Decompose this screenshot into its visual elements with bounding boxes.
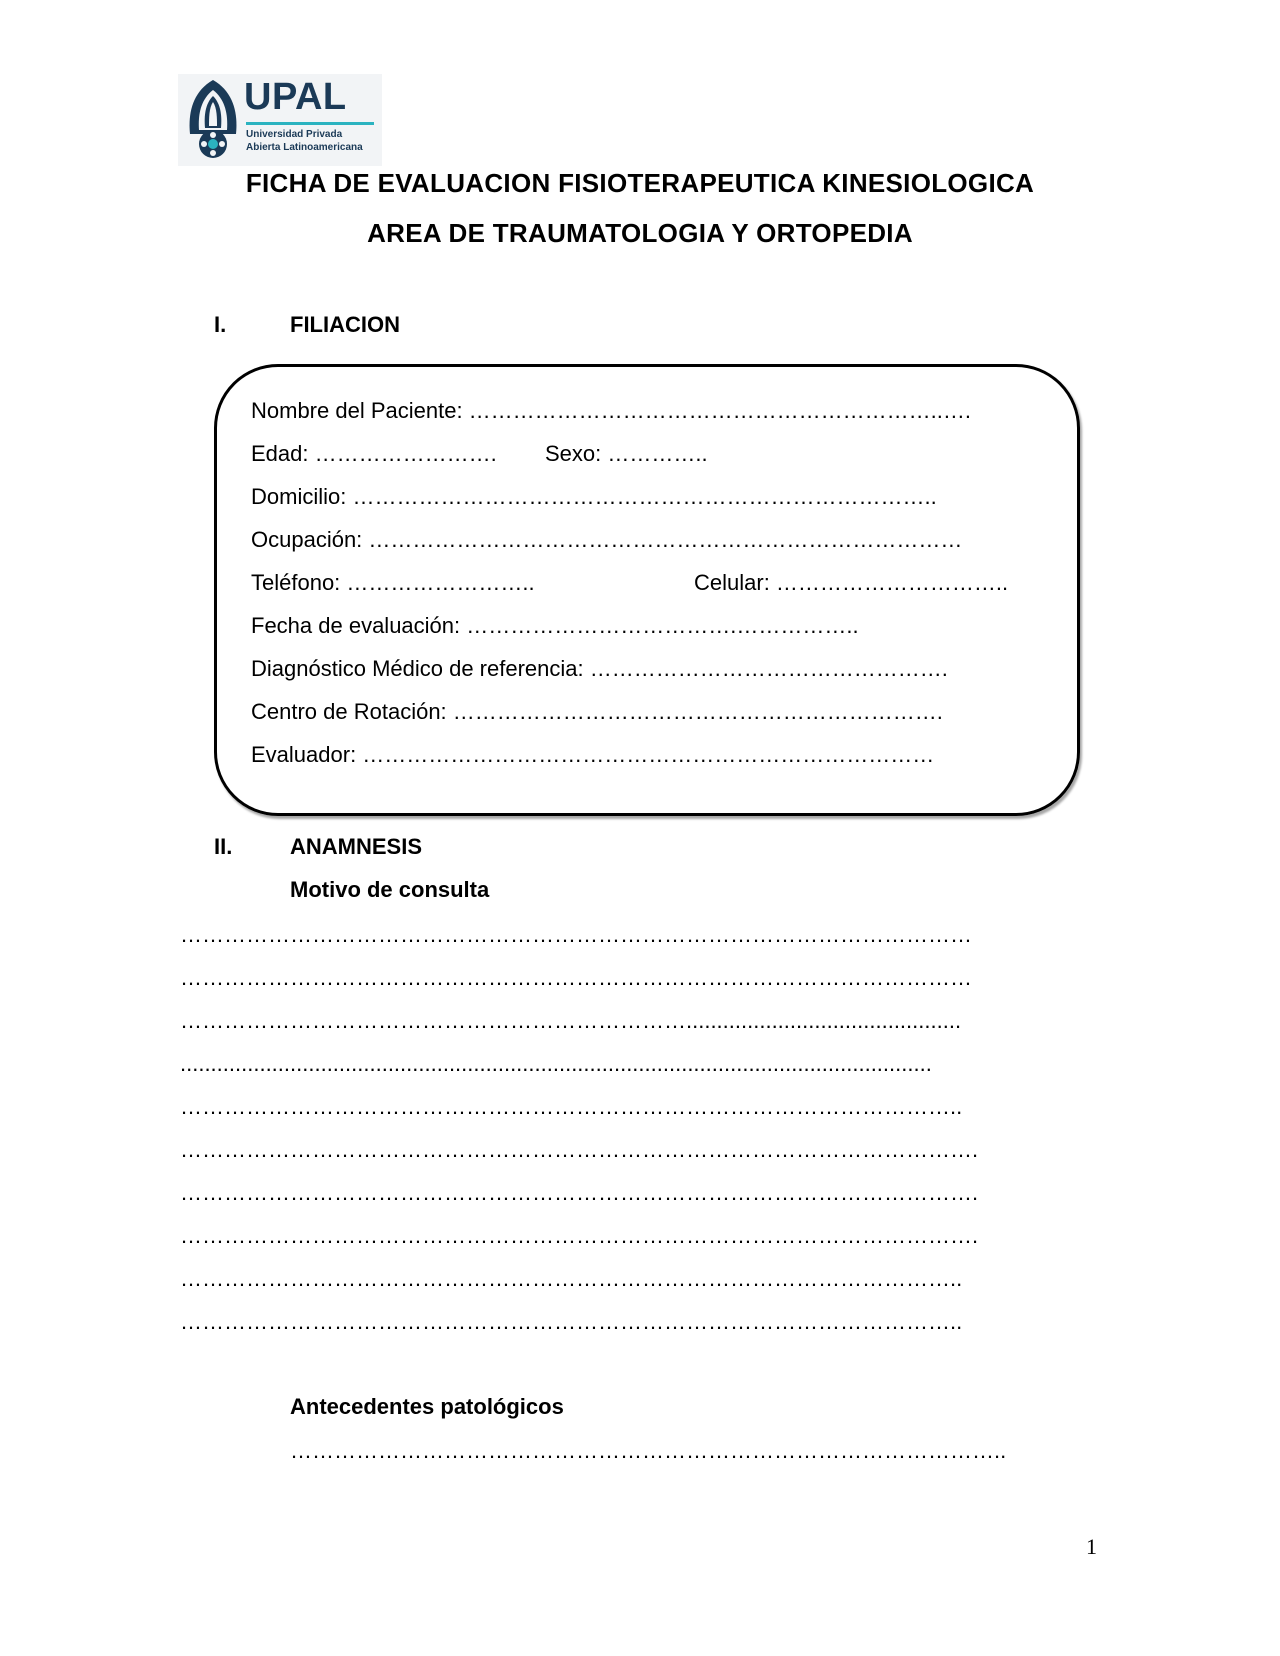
- section-2-number: II.: [214, 834, 233, 859]
- motivo-line-5[interactable]: ……………………………………………………………………………………………..: [180, 1094, 963, 1119]
- motivo-line-4[interactable]: ...........................................................................................................................: [180, 1051, 932, 1076]
- section-1-title: FILIACION: [290, 312, 400, 337]
- field-celular[interactable]: Celular: …………………………..: [694, 570, 1009, 595]
- field-sexo[interactable]: Sexo: …………..: [545, 441, 708, 466]
- motivo-line-6[interactable]: ……………………………………………………………………………………………….: [180, 1137, 979, 1162]
- upal-emblem-icon: [182, 78, 244, 162]
- antecedentes-heading: Antecedentes patológicos: [290, 1394, 564, 1419]
- logo-line-1: Universidad Privada: [246, 129, 343, 140]
- field-fecha-evaluacion[interactable]: Fecha de evaluación: ……………………………….……………..: [251, 613, 859, 638]
- field-centro-rotacion[interactable]: Centro de Rotación: ………………………………………………………….: [251, 699, 943, 724]
- field-nombre[interactable]: Nombre del Paciente: ………………………………………………………..….: [251, 398, 972, 423]
- field-ocupacion[interactable]: Ocupación: ………………………………………………………………………: [251, 527, 963, 552]
- section-2-title: ANAMNESIS: [290, 834, 423, 859]
- page-title: FICHA DE EVALUACION FISIOTERAPEUTICA KINESIOLOGICA: [245, 168, 1035, 198]
- motivo-line-1[interactable]: ………………………………………………………………………………………………: [180, 922, 972, 947]
- page-subtitle: AREA DE TRAUMATOLOGIA Y ORTOPEDIA: [367, 218, 913, 248]
- upal-logo: [178, 74, 382, 166]
- logo-brand: UPAL: [244, 76, 347, 118]
- field-diagnostico[interactable]: Diagnóstico Médico de referencia: ………………………………………….: [251, 656, 948, 681]
- motivo-line-10[interactable]: ……………………………………………………………………………………………..: [180, 1309, 963, 1334]
- motivo-line-8[interactable]: ……………………………………………………………………………………………….: [180, 1223, 979, 1248]
- motivo-line-7[interactable]: ……………………………………………………………………………………………….: [180, 1180, 979, 1205]
- motivo-line-2[interactable]: ………………………………………………………………………………………………: [180, 965, 972, 990]
- field-edad[interactable]: Edad: …………………….: [251, 441, 497, 466]
- logo-line-2: Abierta Latinoamericana: [246, 142, 363, 153]
- antecedentes-line[interactable]: ……………………………………………………………………………………..: [290, 1438, 1007, 1463]
- logo-rule: [246, 122, 374, 125]
- field-domicilio[interactable]: Domicilio: ……………………………………………………………………..: [251, 484, 937, 509]
- field-evaluador[interactable]: Evaluador: ……………………………………………………………………: [251, 742, 935, 767]
- motivo-heading: Motivo de consulta: [290, 877, 490, 902]
- section-1-number: I.: [214, 312, 227, 337]
- page-number: 1: [1086, 1534, 1097, 1559]
- motivo-line-9[interactable]: ……………………………………………………………………………………………..: [180, 1266, 963, 1291]
- field-telefono[interactable]: Teléfono: ……………………..: [251, 570, 535, 595]
- motivo-line-3[interactable]: …………………………………………………………….............................................: [180, 1008, 962, 1033]
